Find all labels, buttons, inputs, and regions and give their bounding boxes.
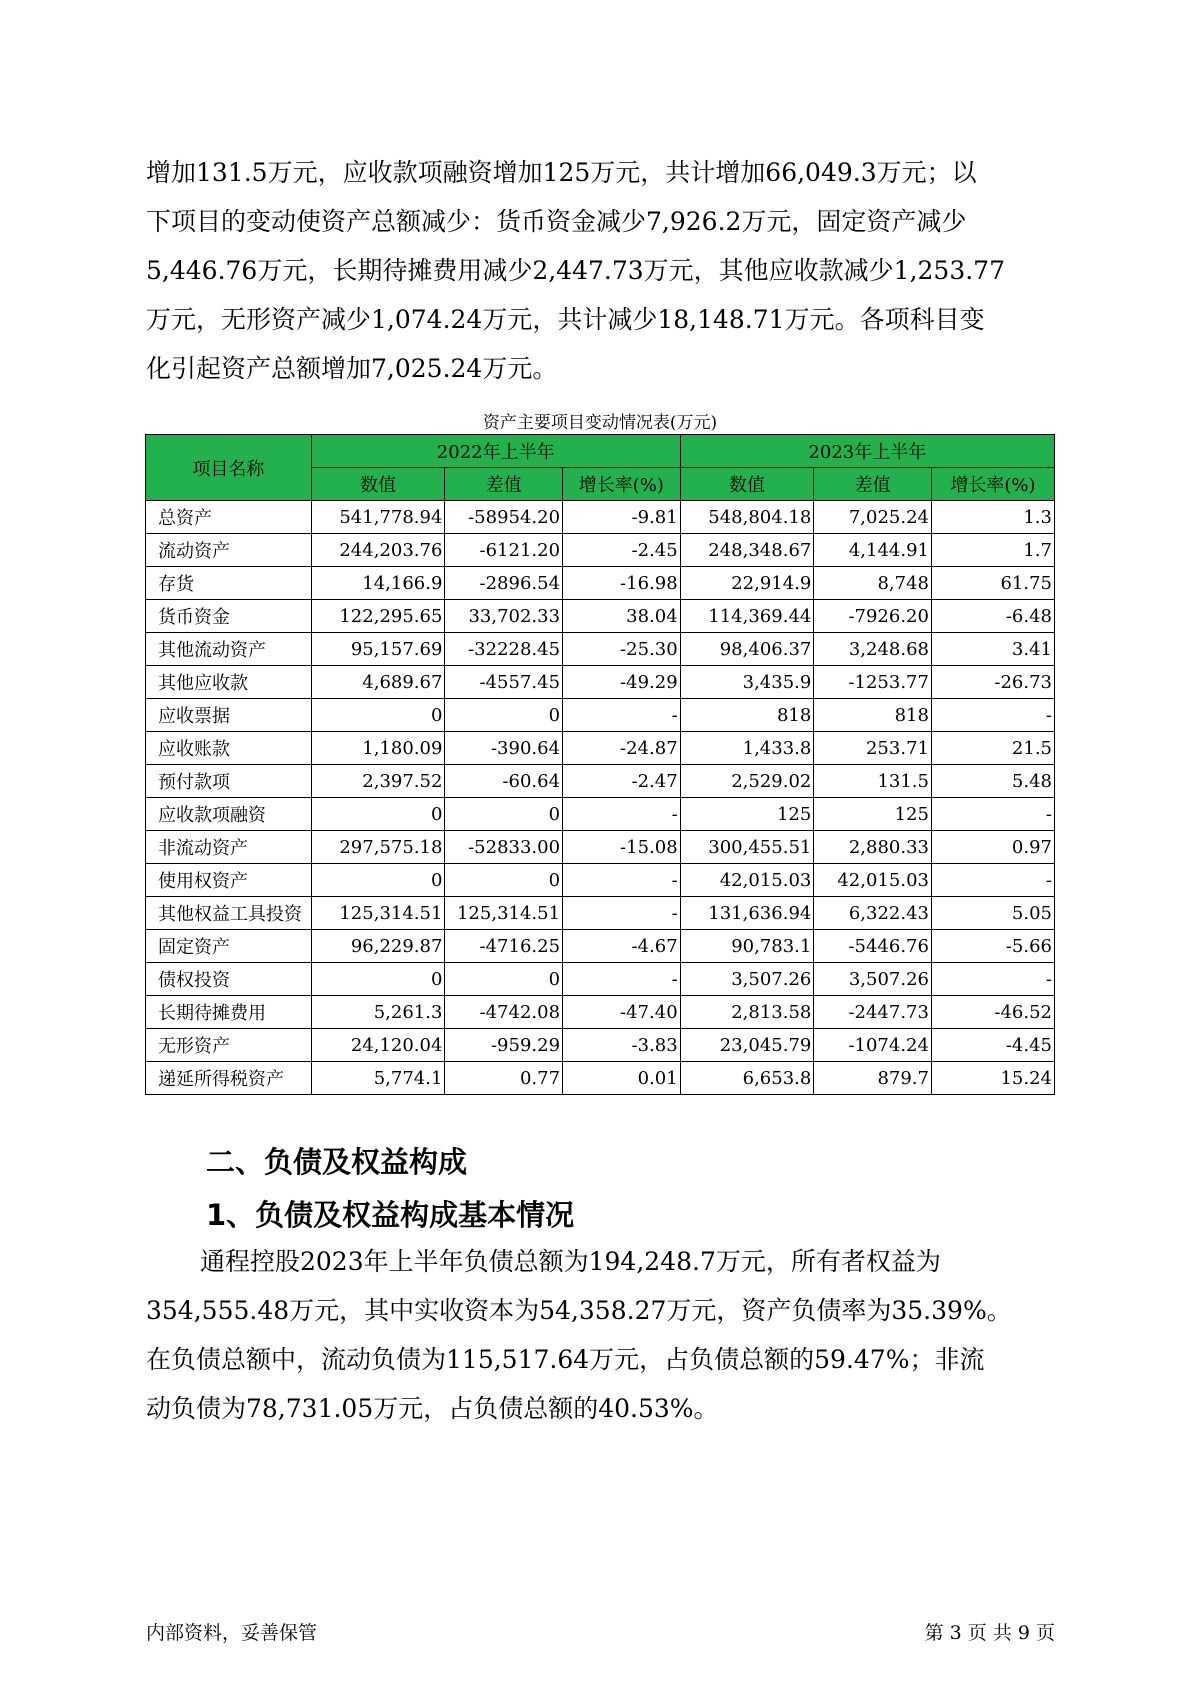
- row-item-name: 应收账款: [146, 732, 312, 765]
- row-value-cell: 5,261.3: [311, 996, 445, 1029]
- table-row: [146, 600, 1055, 633]
- row-value-cell: -2.45: [563, 534, 681, 567]
- row-item-name: 债权投资: [146, 963, 312, 996]
- header-diff-2023: 差值: [814, 468, 932, 501]
- table-row: [146, 798, 1055, 831]
- row-value-cell: 248,348.67: [680, 534, 814, 567]
- paragraph-line: 5,446.76万元，长期待摊费用减少2,447.73万元，其他应收款减少1,253.77: [146, 256, 1005, 285]
- header-diff-2022: 差值: [445, 468, 563, 501]
- row-value-cell: 1.3: [931, 501, 1054, 534]
- row-value-cell: -25.30: [563, 633, 681, 666]
- paragraph-line: 在负债总额中，流动负债为115,517.64万元，占负债总额的59.47%；非流: [146, 1345, 985, 1374]
- row-value-cell: 125,314.51: [311, 897, 445, 930]
- row-value-cell: 3,435.9: [680, 666, 814, 699]
- row-value-cell: 244,203.76: [311, 534, 445, 567]
- row-value-cell: -47.40: [563, 996, 681, 1029]
- row-value-cell: 0: [311, 798, 445, 831]
- header-value-2023: 数值: [680, 468, 814, 501]
- row-value-cell: -: [563, 699, 681, 732]
- table-row: [146, 1062, 1055, 1095]
- row-item-name: 递延所得税资产: [146, 1062, 312, 1095]
- row-value-cell: 14,166.9: [311, 567, 445, 600]
- table-row: [146, 864, 1055, 897]
- table-row: [146, 534, 1055, 567]
- row-value-cell: -4.45: [931, 1029, 1054, 1062]
- row-value-cell: -9.81: [563, 501, 681, 534]
- table-row: [146, 501, 1055, 534]
- row-value-cell: 879.7: [814, 1062, 932, 1095]
- table-row: [146, 1029, 1055, 1062]
- header-group-2022: 2022年上半年: [311, 435, 680, 468]
- row-item-name: 预付款项: [146, 765, 312, 798]
- row-value-cell: -390.64: [445, 732, 563, 765]
- row-item-name: 其他权益工具投资: [146, 897, 312, 930]
- row-value-cell: 95,157.69: [311, 633, 445, 666]
- paragraph-line: 354,555.48万元，其中实收资本为54,358.27万元，资产负债率为35.39%。: [146, 1296, 1012, 1325]
- row-value-cell: 131.5: [814, 765, 932, 798]
- row-item-name: 使用权资产: [146, 864, 312, 897]
- row-item-name: 其他流动资产: [146, 633, 312, 666]
- row-value-cell: -4742.08: [445, 996, 563, 1029]
- paragraph-line: 化引起资产总额增加7,025.24万元。: [146, 354, 558, 383]
- row-value-cell: 0.97: [931, 831, 1054, 864]
- row-value-cell: 541,778.94: [311, 501, 445, 534]
- table-row: [146, 765, 1055, 798]
- row-value-cell: -2896.54: [445, 567, 563, 600]
- row-value-cell: 2,880.33: [814, 831, 932, 864]
- row-value-cell: -32228.45: [445, 633, 563, 666]
- row-value-cell: -959.29: [445, 1029, 563, 1062]
- table-row: [146, 831, 1055, 864]
- footer-page-number: 第 3 页 共 9 页: [924, 1622, 1055, 1644]
- row-item-name: 应收票据: [146, 699, 312, 732]
- row-value-cell: 818: [814, 699, 932, 732]
- row-value-cell: 90,783.1: [680, 930, 814, 963]
- row-value-cell: -: [931, 963, 1054, 996]
- row-value-cell: -5446.76: [814, 930, 932, 963]
- row-value-cell: 5.48: [931, 765, 1054, 798]
- header-item-name: 项目名称: [146, 435, 312, 501]
- row-value-cell: 1,433.8: [680, 732, 814, 765]
- row-value-cell: 297,575.18: [311, 831, 445, 864]
- row-value-cell: -26.73: [931, 666, 1054, 699]
- header-group-2023: 2023年上半年: [680, 435, 1054, 468]
- row-value-cell: -6121.20: [445, 534, 563, 567]
- row-value-cell: -5.66: [931, 930, 1054, 963]
- row-value-cell: -1253.77: [814, 666, 932, 699]
- row-item-name: 其他应收款: [146, 666, 312, 699]
- row-value-cell: 4,144.91: [814, 534, 932, 567]
- row-value-cell: 0: [311, 699, 445, 732]
- subsection-heading: 1、负债及权益构成基本情况: [206, 1198, 575, 1232]
- row-value-cell: -4557.45: [445, 666, 563, 699]
- row-value-cell: 15.24: [931, 1062, 1054, 1095]
- row-value-cell: 42,015.03: [814, 864, 932, 897]
- row-value-cell: -49.29: [563, 666, 681, 699]
- paragraph-line: 通程控股2023年上半年负债总额为194,248.7万元，所有者权益为: [200, 1247, 941, 1276]
- table-row: [146, 567, 1055, 600]
- row-value-cell: -: [931, 798, 1054, 831]
- row-value-cell: -2447.73: [814, 996, 932, 1029]
- row-value-cell: -: [563, 963, 681, 996]
- row-value-cell: -58954.20: [445, 501, 563, 534]
- row-value-cell: 0: [445, 798, 563, 831]
- row-value-cell: 24,120.04: [311, 1029, 445, 1062]
- table-row: [146, 930, 1055, 963]
- paragraph-line: 万元，无形资产减少1,074.24万元，共计减少18,148.71万元。各项科目变: [146, 305, 985, 334]
- row-value-cell: 96,229.87: [311, 930, 445, 963]
- row-value-cell: -: [931, 699, 1054, 732]
- section-heading: 二、负债及权益构成: [206, 1145, 468, 1179]
- row-value-cell: 3,507.26: [814, 963, 932, 996]
- row-value-cell: 23,045.79: [680, 1029, 814, 1062]
- row-value-cell: 1,180.09: [311, 732, 445, 765]
- row-value-cell: 0.77: [445, 1062, 563, 1095]
- asset-change-table: [145, 434, 1055, 1095]
- row-value-cell: 2,397.52: [311, 765, 445, 798]
- row-value-cell: -6.48: [931, 600, 1054, 633]
- body-paragraph-liabilities: [146, 1237, 1046, 1433]
- row-item-name: 应收款项融资: [146, 798, 312, 831]
- row-value-cell: 33,702.33: [445, 600, 563, 633]
- header-growth-2023: 增长率(%): [931, 468, 1054, 501]
- table-row: [146, 666, 1055, 699]
- row-value-cell: 7,025.24: [814, 501, 932, 534]
- row-value-cell: 548,804.18: [680, 501, 814, 534]
- row-value-cell: -2.47: [563, 765, 681, 798]
- row-value-cell: 8,748: [814, 567, 932, 600]
- row-value-cell: 4,689.67: [311, 666, 445, 699]
- paragraph-line: 下项目的变动使资产总额减少：货币资金减少7,926.2万元，固定资产减少: [146, 207, 967, 236]
- row-item-name: 货币资金: [146, 600, 312, 633]
- row-value-cell: 122,295.65: [311, 600, 445, 633]
- row-value-cell: 98,406.37: [680, 633, 814, 666]
- row-value-cell: -: [563, 864, 681, 897]
- row-value-cell: 42,015.03: [680, 864, 814, 897]
- row-value-cell: 0: [445, 963, 563, 996]
- body-paragraph-assets: [146, 148, 1046, 393]
- row-value-cell: -4.67: [563, 930, 681, 963]
- row-value-cell: -15.08: [563, 831, 681, 864]
- row-value-cell: -: [563, 897, 681, 930]
- row-item-name: 固定资产: [146, 930, 312, 963]
- row-value-cell: 125: [680, 798, 814, 831]
- table-row: [146, 963, 1055, 996]
- row-value-cell: -: [563, 798, 681, 831]
- row-value-cell: 131,636.94: [680, 897, 814, 930]
- row-value-cell: 0.01: [563, 1062, 681, 1095]
- row-value-cell: 2,813.58: [680, 996, 814, 1029]
- row-value-cell: 38.04: [563, 600, 681, 633]
- table-row: [146, 897, 1055, 930]
- row-value-cell: 5,774.1: [311, 1062, 445, 1095]
- row-value-cell: -60.64: [445, 765, 563, 798]
- row-value-cell: -24.87: [563, 732, 681, 765]
- table-caption: 资产主要项目变动情况表(万元): [482, 413, 718, 433]
- row-value-cell: 3,248.68: [814, 633, 932, 666]
- table-row: [146, 996, 1055, 1029]
- row-value-cell: 0: [311, 864, 445, 897]
- row-item-name: 无形资产: [146, 1029, 312, 1062]
- row-value-cell: 0: [445, 864, 563, 897]
- row-value-cell: 6,653.8: [680, 1062, 814, 1095]
- paragraph-line: 动负债为78,731.05万元，占负债总额的40.53%。: [146, 1394, 719, 1423]
- row-value-cell: 3,507.26: [680, 963, 814, 996]
- row-item-name: 存货: [146, 567, 312, 600]
- row-value-cell: 21.5: [931, 732, 1054, 765]
- row-item-name: 流动资产: [146, 534, 312, 567]
- table-row: [146, 699, 1055, 732]
- row-value-cell: -4716.25: [445, 930, 563, 963]
- table-row: [146, 732, 1055, 765]
- header-growth-2022: 增长率(%): [563, 468, 681, 501]
- row-value-cell: 2,529.02: [680, 765, 814, 798]
- row-value-cell: 253.71: [814, 732, 932, 765]
- row-value-cell: -: [931, 864, 1054, 897]
- row-value-cell: -7926.20: [814, 600, 932, 633]
- row-value-cell: 818: [680, 699, 814, 732]
- row-value-cell: 3.41: [931, 633, 1054, 666]
- row-value-cell: -16.98: [563, 567, 681, 600]
- row-value-cell: -46.52: [931, 996, 1054, 1029]
- row-value-cell: 125: [814, 798, 932, 831]
- row-value-cell: 1.7: [931, 534, 1054, 567]
- row-value-cell: 22,914.9: [680, 567, 814, 600]
- row-value-cell: 61.75: [931, 567, 1054, 600]
- row-value-cell: 300,455.51: [680, 831, 814, 864]
- paragraph-line: 增加131.5万元，应收款项融资增加125万元，共计增加66,049.3万元；以: [146, 158, 977, 187]
- table-row: [146, 633, 1055, 666]
- row-value-cell: 125,314.51: [445, 897, 563, 930]
- row-item-name: 长期待摊费用: [146, 996, 312, 1029]
- row-value-cell: 0: [311, 963, 445, 996]
- row-value-cell: -52833.00: [445, 831, 563, 864]
- row-value-cell: -3.83: [563, 1029, 681, 1062]
- header-value-2022: 数值: [311, 468, 445, 501]
- row-item-name: 非流动资产: [146, 831, 312, 864]
- row-value-cell: 114,369.44: [680, 600, 814, 633]
- row-value-cell: 6,322.43: [814, 897, 932, 930]
- footer-confidential-note: 内部资料，妥善保管: [146, 1622, 318, 1644]
- row-value-cell: -1074.24: [814, 1029, 932, 1062]
- row-value-cell: 5.05: [931, 897, 1054, 930]
- row-value-cell: 0: [445, 699, 563, 732]
- row-item-name: 总资产: [146, 501, 312, 534]
